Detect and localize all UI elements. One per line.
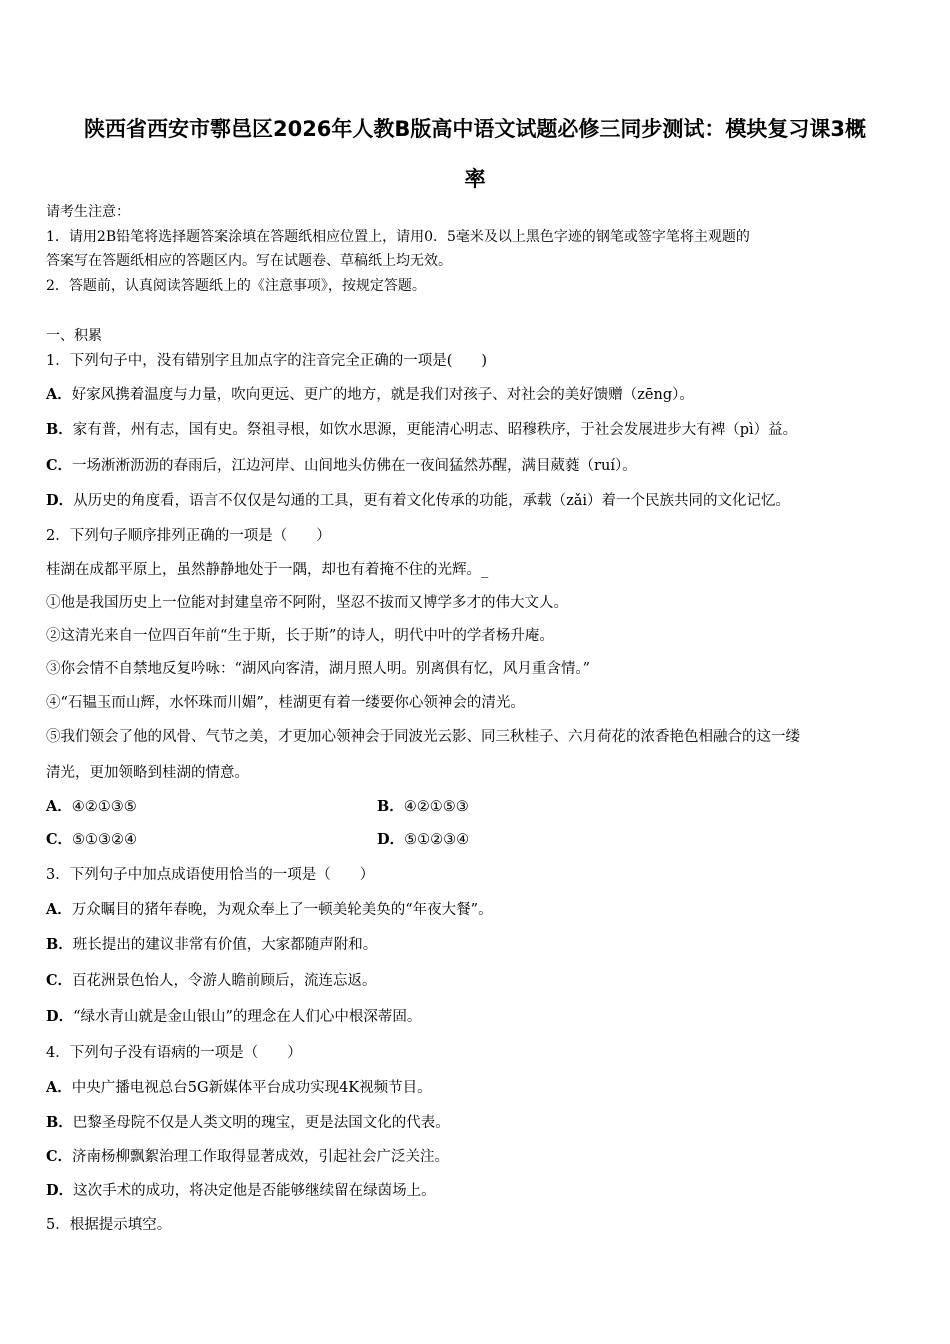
option-text: ④②①⑤③ xyxy=(403,799,469,815)
q2-sentence-1: ①他是我国历史上一位能对封建皇帝不阿附，坚忍不拔而又博学多才的伟大文人。 xyxy=(46,595,568,611)
option-text: 好家风携着温度与力量，吹向更远、更广的地方，就是我们对孩子、对社会的美好馈赠（zēng）。 xyxy=(71,387,694,403)
option-text: ⑤①③②④ xyxy=(72,832,138,848)
q1-option-d xyxy=(46,491,916,511)
option-label: C． xyxy=(46,1148,73,1165)
q4-option-a xyxy=(46,1078,916,1098)
option-label: A． xyxy=(46,901,72,918)
section-heading: 一、积累 xyxy=(46,328,102,344)
option-text: ④②①③⑤ xyxy=(71,799,137,815)
option-text: 一场淅淅沥沥的春雨后，江边河岸、山间地头仿佛在一夜间猛然苏醒，满目葳蕤（ruí）。 xyxy=(72,458,637,474)
q3-option-a xyxy=(46,900,916,920)
option-label: A． xyxy=(46,1079,72,1096)
q2-sentence-5a: ⑤我们领会了他的风骨、气节之美，才更加心领神会于同波光云影、同三秋桂子、六月荷花的浓香艳色相融合的这一缕 xyxy=(46,729,800,745)
notice-header: 请考生注意： xyxy=(46,204,130,220)
q2-options-row-2 xyxy=(46,830,916,850)
notice-item-2: 2．答题前，认真阅读答题纸上的《注意事项》，按规定答题。 xyxy=(46,278,426,294)
option-label: B． xyxy=(377,798,404,815)
q4-option-b xyxy=(46,1113,916,1133)
q4-option-d xyxy=(46,1181,916,1201)
q1-option-b xyxy=(46,420,916,440)
option-text: 巴黎圣母院不仅是人类文明的瑰宝，更是法国文化的代表。 xyxy=(72,1115,450,1131)
q3-option-b xyxy=(46,935,916,955)
option-label: C． xyxy=(46,831,73,848)
option-label: C． xyxy=(46,972,73,989)
q2-sentence-3: ③你会情不自禁地反复吟咏：“湖风向客清，湖月照人明。别离俱有忆，风月重含情。” xyxy=(46,661,591,677)
notice-item-1a: 1．请用2B铅笔将选择题答案涂填在答题纸相应位置上，请用0．5毫米及以上黑色字迹的钢笔或签字笔将主观题的 xyxy=(46,229,750,245)
q2-sentence-2: ②这清光来自一位四百年前“生于斯，长于斯”的诗人，明代中叶的学者杨升庵。 xyxy=(46,628,554,644)
q2-sentence-4: ④“石韫玉而山辉，水怀珠而川媚”，桂湖更有着一缕要你心领神会的清光。 xyxy=(46,695,525,711)
option-label: B． xyxy=(46,936,73,953)
option-text: 家有普，州有志，国有史。祭祖寻根，如饮水思源，更能清心明志、昭穆秩序，于社会发展进步大有裨（pì）益。 xyxy=(72,422,798,438)
q2-options-row-1 xyxy=(46,797,916,817)
option-text: ⑤①②③④ xyxy=(404,832,470,848)
option-text: 中央广播电视总台5G新媒体平台成功实现4K视频节目。 xyxy=(71,1080,432,1096)
q2-sentence-5b: 清光，更加领略到桂湖的情意。 xyxy=(46,765,249,781)
q1-stem: 1．下列句子中，没有错别字且加点字的注音完全正确的一项是( ) xyxy=(46,353,488,369)
option-text: 济南杨柳飘絮治理工作取得显著成效，引起社会广泛关注。 xyxy=(72,1149,450,1165)
q4-option-c xyxy=(46,1147,916,1167)
option-label: A． xyxy=(46,386,72,403)
q3-option-c xyxy=(46,971,916,991)
q1-option-a xyxy=(46,385,916,405)
option-label: C． xyxy=(46,457,73,474)
option-label: D． xyxy=(46,1182,74,1199)
option-label: B． xyxy=(46,1114,73,1131)
notice-item-1b: 答案写在答题纸相应的答题区内。写在试题卷、草稿纸上均无效。 xyxy=(46,253,452,269)
title-line-2: 率 xyxy=(464,167,486,191)
exam-title xyxy=(30,104,920,204)
q5-stem: 5．根据提示填空。 xyxy=(46,1217,172,1233)
option-label: D． xyxy=(377,831,405,848)
q1-option-c xyxy=(46,456,916,476)
option-label: D． xyxy=(46,492,74,509)
option-text: 从历史的角度看，语言不仅仅是勾通的工具，更有着文化传承的功能，承载（zǎi）着一个民族共同的文化记忆。 xyxy=(73,493,790,509)
option-label: A． xyxy=(46,798,72,815)
q3-stem: 3．下列句子中加点成语使用恰当的一项是（ ） xyxy=(46,867,375,883)
title-line-1: 陕西省西安市鄠邑区2026年人教B版高中语文试题必修三同步测试：模块复习课3概 xyxy=(83,117,867,141)
q3-option-d xyxy=(46,1007,916,1027)
option-text: 百花洲景色怡人，令游人瞻前顾后，流连忘返。 xyxy=(72,973,377,989)
option-label: D． xyxy=(46,1008,74,1025)
q2-option-b xyxy=(377,797,469,817)
q2-option-c xyxy=(46,832,137,848)
option-text: 万众瞩目的猪年春晚，为观众奉上了一顿美轮美奂的“年夜大餐”。 xyxy=(71,902,493,918)
q2-intro: 桂湖在成都平原上，虽然静静地处于一隅，却也有着掩不住的光辉。_ xyxy=(46,562,489,578)
q2-option-a xyxy=(46,799,137,815)
option-text: “绿水青山就是金山银山”的理念在人们心中根深蒂固。 xyxy=(73,1009,422,1025)
option-text: 这次手术的成功，将决定他是否能够继续留在绿茵场上。 xyxy=(73,1183,436,1199)
q2-stem: 2．下列句子顺序排列正确的一项是（ ） xyxy=(46,528,331,544)
option-label: B． xyxy=(46,421,73,438)
option-text: 班长提出的建议非常有价值，大家都随声附和。 xyxy=(72,937,378,953)
q4-stem: 4．下列句子没有语病的一项是（ ） xyxy=(46,1045,302,1061)
q2-option-d xyxy=(377,830,469,850)
